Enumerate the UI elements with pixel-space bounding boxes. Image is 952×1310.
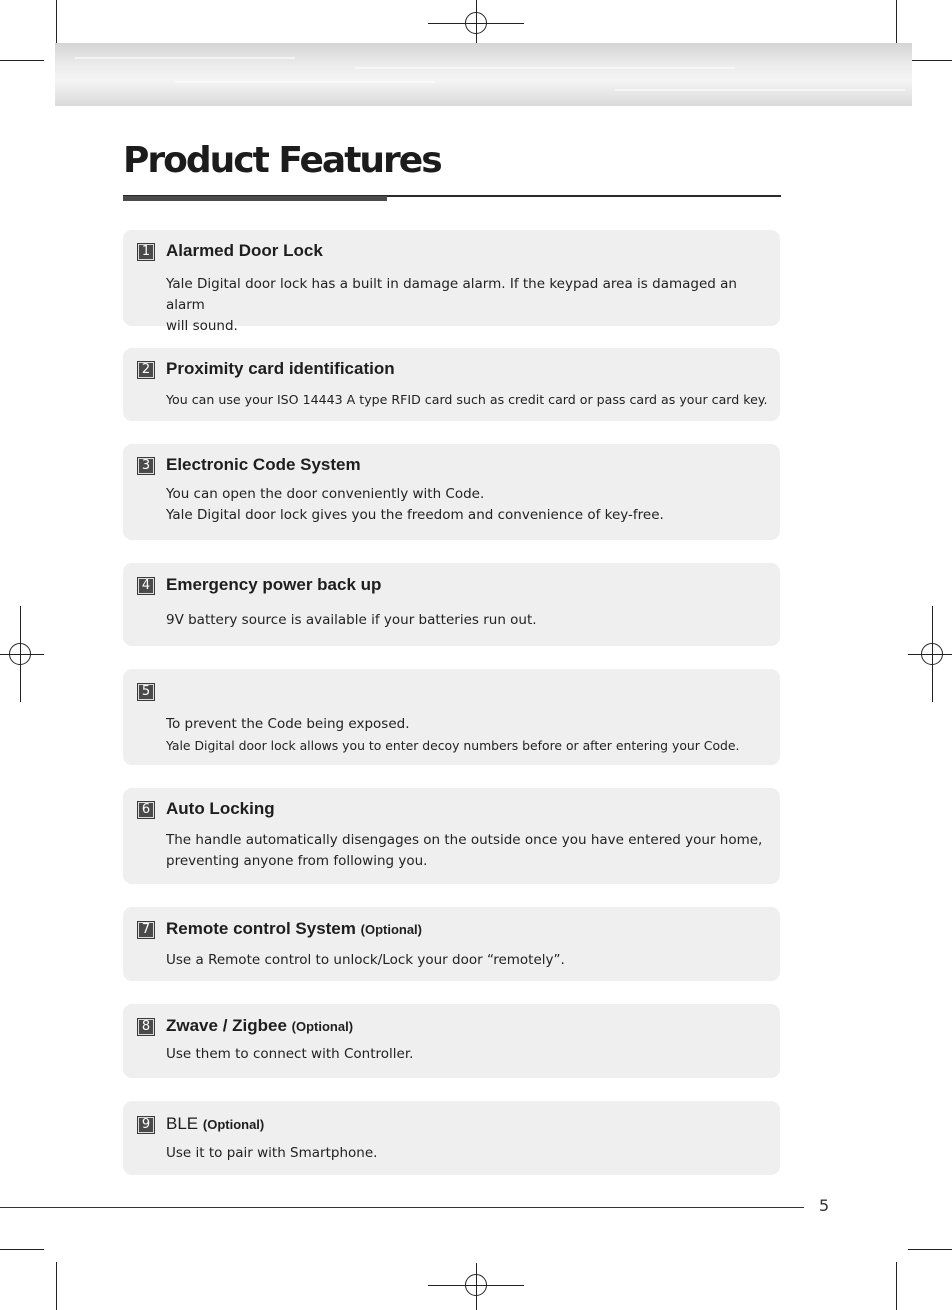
feature-title [166, 1114, 264, 1134]
page-number: 5 [819, 1196, 830, 1215]
feature-card [123, 348, 780, 421]
feature-title-text: Zwave / Zigbee [166, 1016, 287, 1035]
feature-card [123, 444, 780, 540]
feature-title-text: Emergency power back up [166, 575, 382, 594]
feature-number-badge: 3 [137, 457, 155, 475]
feature-description [166, 1044, 770, 1065]
feature-description [166, 389, 780, 410]
optional-tag: (Optional) [291, 1019, 354, 1034]
feature-card [123, 907, 780, 981]
feature-title-text: BLE [166, 1114, 199, 1133]
feature-title [166, 455, 361, 475]
feature-number-badge: 1 [137, 243, 155, 261]
feature-description [166, 610, 770, 631]
feature-card [123, 1101, 780, 1175]
feature-title [166, 919, 422, 939]
feature-description-line: 9V battery source is available if your batteries run out. [166, 612, 537, 628]
feature-number-badge: 6 [137, 801, 155, 819]
footer-rule [0, 1207, 804, 1208]
feature-number-badge: 9 [137, 1116, 155, 1134]
crop-mark [896, 0, 897, 46]
feature-description [166, 830, 770, 872]
optional-tag: (Optional) [202, 1117, 265, 1132]
feature-card [123, 1004, 780, 1078]
feature-description [166, 484, 770, 526]
crop-mark [908, 60, 952, 61]
feature-card [123, 669, 780, 765]
feature-number-badge: 7 [137, 921, 155, 939]
feature-description-line: The handle automatically disengages on the outside once you have entered your home, [166, 832, 763, 848]
feature-title-text: Remote control System [166, 919, 356, 938]
feature-description-line: Yale Digital door lock has a built in damage alarm. If the keypad area is damaged an alarm [166, 276, 737, 313]
feature-card [123, 563, 780, 646]
feature-card [123, 788, 780, 884]
crop-mark [56, 1262, 57, 1310]
feature-title [166, 359, 395, 379]
feature-number-badge: 2 [137, 361, 155, 379]
feature-description-line: Use them to connect with Controller. [166, 1046, 414, 1062]
feature-description [166, 950, 770, 971]
feature-description-line: You can use your ISO 14443 A type RFID card such as credit card or pass card as your card key. [166, 392, 768, 407]
feature-title-text: Electronic Code System [166, 455, 361, 474]
feature-title-text: Alarmed Door Lock [166, 241, 323, 260]
header-band [55, 43, 912, 106]
feature-title [166, 799, 275, 819]
feature-description-line: You can open the door conveniently with Code. [166, 486, 485, 502]
title-underline-accent [123, 196, 387, 201]
crop-mark [0, 1249, 44, 1250]
feature-description-line: Yale Digital door lock allows you to enter decoy numbers before or after entering your Code. [166, 738, 740, 753]
page-title: Product Features [123, 140, 441, 181]
optional-tag: (Optional) [360, 922, 423, 937]
feature-description-line: To prevent the Code being exposed. [166, 716, 410, 732]
feature-card [123, 230, 780, 334]
feature-number-badge: 5 [137, 683, 155, 701]
feature-title [166, 241, 323, 261]
feature-title-text: Auto Locking [166, 799, 275, 818]
crop-mark [908, 1249, 952, 1250]
feature-description-line: preventing anyone from following you. [166, 853, 428, 869]
feature-title-text: Proximity card identification [166, 359, 395, 378]
feature-description-line: Use it to pair with Smartphone. [166, 1145, 378, 1161]
feature-description-line: Use a Remote control to unlock/Lock your door “remotely”. [166, 952, 565, 968]
feature-description-line: will sound. [166, 318, 238, 334]
crop-mark [0, 60, 44, 61]
feature-description [166, 274, 770, 337]
feature-title [166, 1016, 353, 1036]
feature-number-badge: 8 [137, 1018, 155, 1036]
feature-description [166, 1143, 770, 1164]
feature-number-badge: 4 [137, 577, 155, 595]
feature-description-line: Yale Digital door lock gives you the freedom and convenience of key-free. [166, 507, 664, 523]
feature-description [166, 714, 780, 756]
feature-title [166, 575, 381, 595]
crop-mark [56, 0, 57, 46]
crop-mark [896, 1262, 897, 1310]
